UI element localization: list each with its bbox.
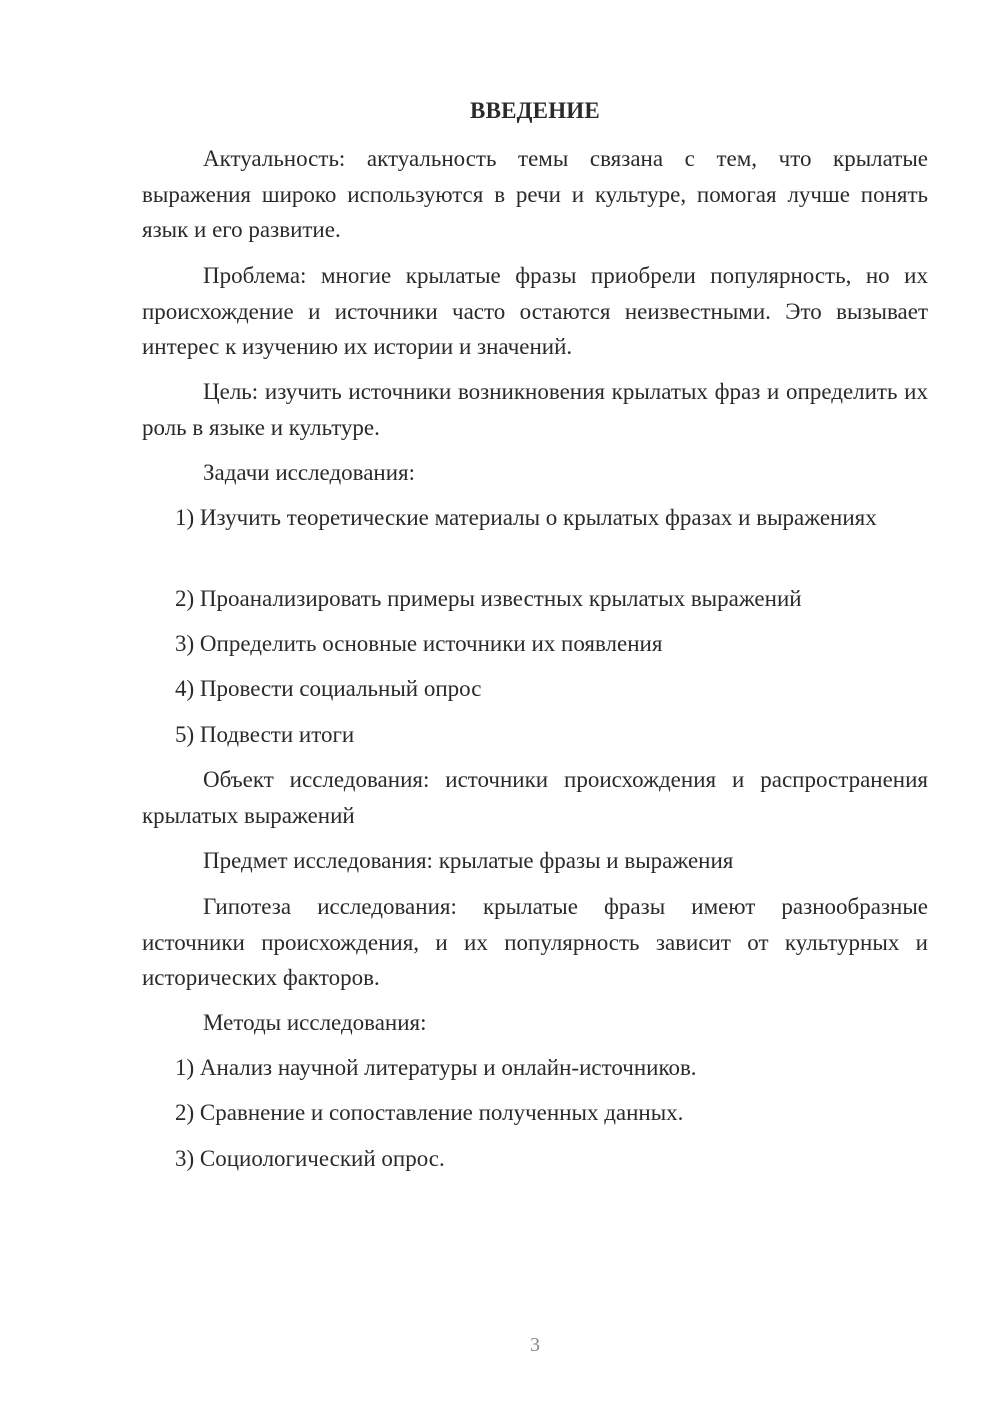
task-item-4: 4) Провести социальный опрос <box>175 676 482 701</box>
page-number: 3 <box>530 1334 540 1356</box>
methods-heading: Методы исследования: <box>203 1010 427 1035</box>
paragraph-hypothesis: Гипотеза исследования: крылатые фразы имеют разнообразные источники происхождения, и их популярность зависит от культурных и исторических факторов. <box>142 894 928 990</box>
paragraph-problem: Проблема: многие крылатые фразы приобрели популярность, но их происхождение и источники часто остаются неизвестными. Это вызывает интерес к изучению их истории и значений. <box>142 263 928 359</box>
task-item-5: 5) Подвести итоги <box>175 722 355 747</box>
paragraph-relevance: Актуальность: актуальность темы связана с тем, что крылатые выражения широко используются в речи и культуре, помогая лучше понять язык и его развитие. <box>142 146 928 242</box>
section-title: ВВЕДЕНИЕ <box>470 98 600 123</box>
paragraph-subject: Предмет исследования: крылатые фразы и выражения <box>203 848 734 873</box>
task-item-3: 3) Определить основные источники их появления <box>175 631 663 656</box>
method-item-3: 3) Социологический опрос. <box>175 1146 445 1171</box>
paragraph-object: Объект исследования: источники происхождения и распространения крылатых выражений <box>142 767 928 828</box>
paragraph-goal: Цель: изучить источники возникновения крылатых фраз и определить их роль в языке и культуре. <box>142 379 928 440</box>
method-item-2: 2) Сравнение и сопоставление полученных данных. <box>175 1100 684 1125</box>
task-item-1: 1) Изучить теоретические материалы о крылатых фразах и выражениях <box>175 505 877 530</box>
paragraph-tasks-heading: Задачи исследования: <box>203 460 416 485</box>
method-item-1: 1) Анализ научной литературы и онлайн-источников. <box>175 1055 697 1080</box>
task-item-2: 2) Проанализировать примеры известных крылатых выражений <box>175 586 802 611</box>
